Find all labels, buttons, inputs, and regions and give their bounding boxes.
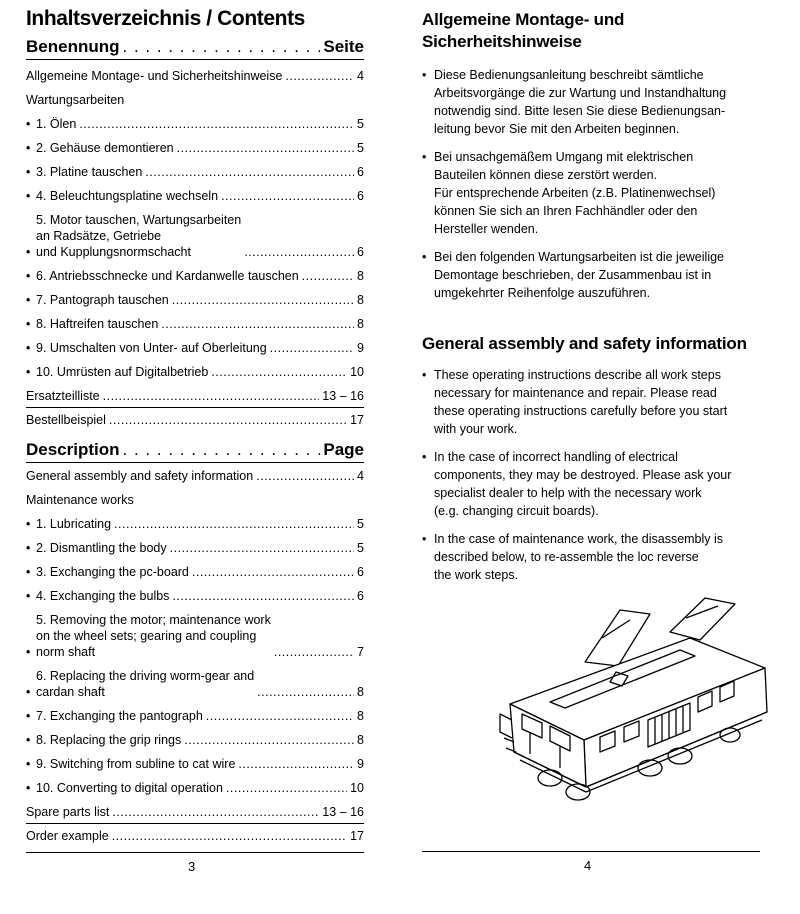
toc-entry-page: 6: [357, 589, 364, 603]
leader-dots: [192, 564, 354, 580]
toc-entry-page: 8: [357, 293, 364, 307]
toc-entry-page: 17: [350, 829, 364, 843]
safety-list-en: [422, 366, 760, 594]
toc-entry-text: 4. Exchanging the bulbs: [36, 589, 170, 603]
toc-entry: [26, 140, 364, 156]
toc-entry-text: 10. Converting to digital operation: [36, 781, 223, 795]
toc-entry: [26, 188, 364, 204]
leader-dots: [221, 188, 354, 204]
toc-entry-page: 17: [350, 413, 364, 427]
safety-bullet-text: Bei den folgenden Wartungsarbeiten ist die jeweilige Demontage beschrieben, der Zusammenbau ist in umgekehrter Reihenfolge auszuführen.: [434, 250, 724, 300]
toc-entry-text: 4. Beleuchtungsplatine wechseln: [36, 189, 219, 203]
toc-entry-page: 7: [357, 645, 364, 659]
safety-bullet: [422, 66, 760, 138]
bullet-marker: •: [26, 709, 31, 723]
footer-rule: [26, 852, 364, 853]
bullet-marker: •: [26, 293, 31, 307]
toc-entry: [26, 564, 364, 580]
toc-entry-text: Allgemeine Montage- und Sicherheitshinweise: [26, 69, 283, 83]
safety-bullet-text: Bei unsachgemäßem Umgang mit elektrischen Bauteilen können diese zerstört werden. Für entsprechende Arbeiten (z.B. Platinenwechsel) können Sie sich an Ihren Fachhändler oder den Hersteller wenden.: [434, 150, 716, 236]
footer-rule: [422, 851, 760, 852]
bullet-marker: •: [422, 150, 427, 164]
page-number: 3: [188, 859, 196, 874]
leader-dots: [238, 756, 354, 772]
leader-dots: [79, 116, 354, 132]
bullet-marker: •: [422, 250, 427, 264]
toc-header-label: Benennung: [26, 37, 120, 56]
toc-entry: [26, 268, 364, 284]
toc-entry-page: 5: [357, 517, 364, 531]
toc-entry: [26, 540, 364, 556]
safety-bullet: [422, 366, 760, 438]
toc-list-de: [26, 68, 364, 436]
toc-entry-page: 13 – 16: [322, 389, 364, 403]
bullet-marker: •: [26, 165, 31, 179]
leader-dots: [103, 388, 320, 404]
right-page: [420, 0, 760, 914]
bullet-marker: •: [422, 68, 427, 82]
bullet-marker: •: [26, 269, 31, 283]
toc-entry-text: 7. Exchanging the pantograph: [36, 709, 203, 723]
toc-entry-page: 9: [357, 757, 364, 771]
leader-dots: [145, 164, 354, 180]
toc-entry: [26, 212, 364, 260]
toc-entry-text: Ersatzteilliste: [26, 389, 100, 403]
bullet-marker: •: [26, 517, 31, 531]
toc-entry: [26, 68, 364, 84]
section-title-de: Allgemeine Montage- und Sicherheitshinweise: [422, 10, 625, 51]
toc-entry-page: 5: [357, 117, 364, 131]
page-title: Inhaltsverzeichnis / Contents: [26, 7, 305, 30]
bullet-marker: •: [26, 645, 31, 659]
toc-entry-text: 1. Ölen: [36, 117, 77, 131]
toc-entry: [26, 492, 364, 508]
toc-entry-text: Spare parts list: [26, 805, 110, 819]
toc-entry-text: 2. Dismantling the body: [36, 541, 167, 555]
toc-entry-page: 6: [357, 245, 364, 259]
toc-entry-text: 3. Platine tauschen: [36, 165, 143, 179]
bullet-marker: •: [422, 532, 427, 546]
locomotive-illustration: [490, 592, 790, 812]
toc-header-page-label: Page: [323, 440, 364, 459]
bullet-marker: •: [26, 317, 31, 331]
bullet-marker: •: [26, 245, 31, 259]
toc-entry: [26, 732, 364, 748]
safety-bullet-text: In the case of maintenance work, the disassembly is described below, to re-assemble the loc reverse the work steps.: [434, 532, 724, 582]
bullet-marker: •: [422, 450, 427, 464]
safety-bullet-text: Diese Bedienungsanleitung beschreibt sämtliche Arbeitsvorgänge die zur Wartung und Instandhaltung notwendig sind. Bitte lesen Sie diese Bedienungsan- leitung bevor Sie mit den Arbeiten beginnen.: [434, 68, 727, 136]
leader-dots: [177, 140, 354, 156]
toc-entry: [26, 804, 364, 824]
safety-list-de: [422, 66, 760, 312]
leader-dots: [170, 540, 354, 556]
leader-dots: [270, 340, 354, 356]
toc-entry-text: 3. Exchanging the pc-board: [36, 565, 189, 579]
toc-list-en: [26, 468, 364, 852]
toc-entry: [26, 612, 364, 660]
toc-entry-text: 9. Umschalten von Unter- auf Oberleitung: [36, 341, 267, 355]
toc-entry-text: 2. Gehäuse demontieren: [36, 141, 174, 155]
bullet-marker: •: [26, 117, 31, 131]
toc-entry-page: 6: [357, 565, 364, 579]
toc-entry: [26, 388, 364, 408]
toc-entry: [26, 116, 364, 132]
toc-entry-page: 6: [357, 189, 364, 203]
toc-entry-page: 5: [357, 141, 364, 155]
toc-entry-text: Order example: [26, 829, 109, 843]
toc-entry-page: 8: [357, 685, 364, 699]
toc-entry-page: 4: [357, 69, 364, 83]
toc-entry-text: 1. Lubricating: [36, 517, 112, 531]
toc-entry-page: 10: [350, 365, 364, 379]
toc-entry-text: Bestellbeispiel: [26, 413, 106, 427]
toc-entry-text: 5. Removing the motor; maintenance work on the wheel sets; gearing and coupling norm shaft: [36, 613, 271, 659]
safety-bullet-text: In the case of incorrect handling of electrical components, they may be destroyed. Please ask your specialist dealer to help with the necessary work (e.g. changing circuit boards).: [434, 450, 732, 518]
section-title-en: General assembly and safety information: [422, 334, 747, 353]
toc-entry-text: 6. Replacing the driving worm-gear and cardan shaft: [36, 669, 255, 699]
toc-header-de: [26, 34, 364, 60]
leader-dots: [206, 708, 354, 724]
toc-entry-text: 9. Switching from subline to cat wire: [36, 757, 236, 771]
toc-entry-page: 13 – 16: [322, 805, 364, 819]
toc-entry-page: 9: [357, 341, 364, 355]
toc-entry-page: 4: [357, 469, 364, 483]
toc-entry-text: 8. Haftreifen tauschen: [36, 317, 159, 331]
leader-dots: [226, 780, 347, 796]
toc-header-page-label: Seite: [323, 37, 364, 56]
safety-bullet: [422, 248, 760, 302]
leader-dots: [114, 516, 354, 532]
toc-header-en: [26, 437, 364, 463]
toc-entry: [26, 588, 364, 604]
toc-entry: [26, 316, 364, 332]
toc-entry-text: Maintenance works: [26, 493, 134, 507]
toc-entry: [26, 164, 364, 180]
leader-dots: [285, 68, 354, 84]
toc-entry: [26, 468, 364, 484]
safety-bullet: [422, 530, 760, 584]
toc-entry: [26, 516, 364, 532]
left-page: [22, 0, 364, 914]
bullet-marker: •: [26, 565, 31, 579]
safety-bullet: [422, 448, 760, 520]
leader-dots: [302, 268, 354, 284]
toc-entry: [26, 828, 364, 844]
bullet-marker: •: [26, 685, 31, 699]
safety-bullet: [422, 148, 760, 238]
leader-dots: [172, 292, 354, 308]
toc-entry-page: 8: [357, 269, 364, 283]
bullet-marker: •: [26, 341, 31, 355]
leader-dots: [184, 732, 354, 748]
toc-entry: [26, 292, 364, 308]
toc-entry: [26, 412, 364, 428]
toc-entry: [26, 92, 364, 108]
toc-entry-text: Wartungsarbeiten: [26, 93, 125, 107]
toc-entry-page: 6: [357, 165, 364, 179]
toc-entry-text: 10. Umrüsten auf Digitalbetrieb: [36, 365, 209, 379]
toc-entry: [26, 780, 364, 796]
toc-entry: [26, 668, 364, 700]
leader-dots: [112, 828, 347, 844]
toc-entry-text: 6. Antriebsschnecke und Kardanwelle tauschen: [36, 269, 299, 283]
bullet-marker: •: [26, 189, 31, 203]
leader-dots: [109, 412, 347, 428]
leader-dots: [244, 244, 354, 260]
safety-bullet-text: These operating instructions describe all work steps necessary for maintenance and repair. Please read these operating instructions carefully before you start with your work.: [434, 368, 728, 436]
toc-entry: [26, 756, 364, 772]
leader-dots: [112, 804, 319, 820]
bullet-marker: •: [26, 733, 31, 747]
toc-entry: [26, 340, 364, 356]
toc-entry-text: General assembly and safety information: [26, 469, 254, 483]
bullet-marker: •: [26, 541, 31, 555]
bullet-marker: •: [422, 368, 427, 382]
leader-dots: [257, 684, 354, 700]
page-number: 4: [584, 858, 592, 873]
toc-entry-page: 10: [350, 781, 364, 795]
toc-entry-page: 5: [357, 541, 364, 555]
toc-entry-text: 7. Pantograph tauschen: [36, 293, 169, 307]
toc-entry-text: 8. Replacing the grip rings: [36, 733, 182, 747]
leader-dots: [256, 468, 354, 484]
toc-entry-text: 5. Motor tauschen, Wartungsarbeiten an Radsätze, Getriebe und Kupplungsnormschacht: [36, 213, 242, 259]
toc-entry: [26, 364, 364, 380]
toc-entry: [26, 708, 364, 724]
toc-header-label: Description: [26, 440, 120, 459]
leader-dots: [274, 644, 354, 660]
leader-dots: [172, 588, 354, 604]
bullet-marker: •: [26, 365, 31, 379]
bullet-marker: •: [26, 589, 31, 603]
toc-entry-page: 8: [357, 317, 364, 331]
toc-entry-page: 8: [357, 733, 364, 747]
leader-dots: [161, 316, 354, 332]
bullet-marker: •: [26, 757, 31, 771]
toc-entry-page: 8: [357, 709, 364, 723]
bullet-marker: •: [26, 781, 31, 795]
leader-dots: [211, 364, 347, 380]
bullet-marker: •: [26, 141, 31, 155]
